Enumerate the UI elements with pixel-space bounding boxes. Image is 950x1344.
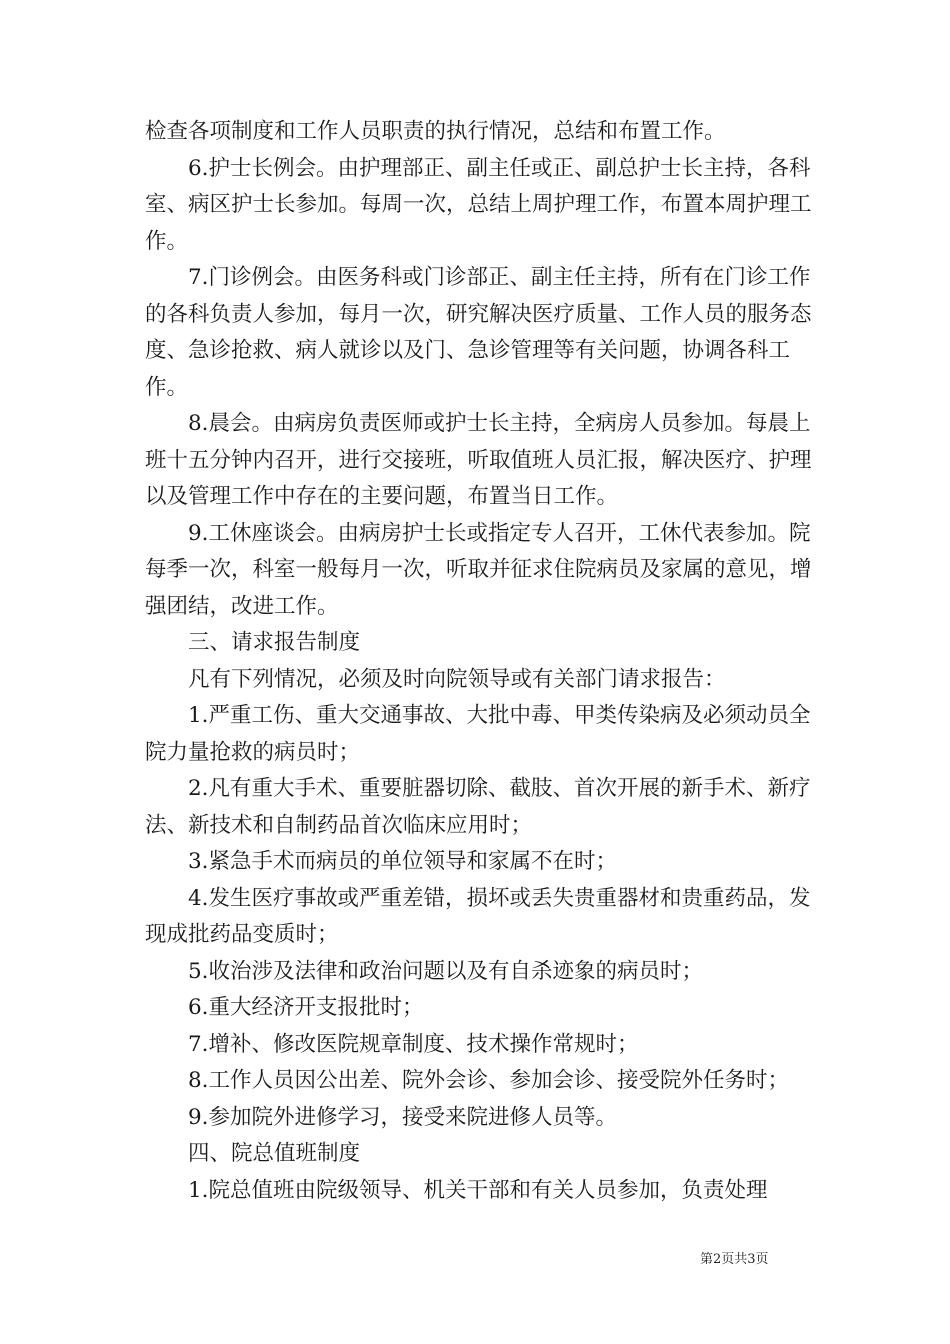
page-number: 第2页共3页 <box>700 1252 769 1267</box>
list-item-1: 1.严重工伤、重大交通事故、大批中毒、甲类传染病及必须动员全院力量抢救的病员时； <box>145 703 811 765</box>
list-item-5: 5.收治涉及法律和政治问题以及有自杀迹象的病员时； <box>188 958 704 984</box>
list-item-2: 2.凡有重大手术、重要脏器切除、截肢、首次开展的新手术、新疗法、新技术和自制药品首次临床应用时； <box>145 776 811 838</box>
paragraph-duty-item-1: 1.院总值班由院级领导、机关干部和有关人员参加，负责处理 <box>188 1177 768 1203</box>
paragraph-item-9-patient-forum: 9.工休座谈会。由病房护士长或指定专人召开，工休代表参加。院每季一次，科室一般每月一次，听取并征求住院病员及家属的意见，增强团结，改进工作。 <box>145 520 812 619</box>
paragraph-item-7-outpatient-meeting: 7.门诊例会。由医务科或门诊部正、副主任主持，所有在门诊工作的各科负责人参加，每月一次，研究解决医疗质量、工作人员的服务态度、急诊抢救、病人就诊以及门、急诊管理等有关问题，协调各科工作。 <box>145 265 812 400</box>
list-item-8: 8.工作人员因公出差、院外会诊、参加会诊、接受院外任务时； <box>188 1068 790 1093</box>
section-heading-request-report: 三、请求报告制度 <box>188 630 361 655</box>
paragraph-item-8-morning-meeting: 8.晨会。由病房负责医师或护士长主持，全病房人员参加。每晨上班十五分钟内召开，进行交接班，听取值班人员汇报，解决医疗、护理以及管理工作中存在的主要问题，布置当日工作。 <box>145 411 812 509</box>
paragraph-request-intro: 凡有下列情况，必须及时向院领导或有关部门请求报告： <box>188 666 726 692</box>
list-item-7: 7.增补、修改医院规章制度、技术操作常规时； <box>188 1031 639 1057</box>
list-item-9: 9.参加院外进修学习，接受来院进修人员等。 <box>188 1104 618 1130</box>
section-heading-duty: 四、院总值班制度 <box>188 1141 361 1166</box>
list-item-4: 4.发生医疗事故或严重差错，损坏或丢失贵重器材和贵重药品，发现成批药品变质时； <box>145 885 811 947</box>
paragraph-continuation: 检查各项制度和工作人员职责的执行情况，总结和布置工作。 <box>145 119 726 144</box>
paragraph-item-6-head-nurse-meeting: 6.护士长例会。由护理部正、副主任或正、副总护士长主持，各科室、病区护士长参加。每周一次，总结上周护理工作，布置本周护理工作。 <box>145 155 812 254</box>
document-body <box>145 114 825 1209</box>
list-item-6: 6.重大经济开支报批时； <box>188 995 424 1020</box>
list-item-3: 3.紧急手术而病员的单位领导和家属不在时； <box>188 849 618 874</box>
